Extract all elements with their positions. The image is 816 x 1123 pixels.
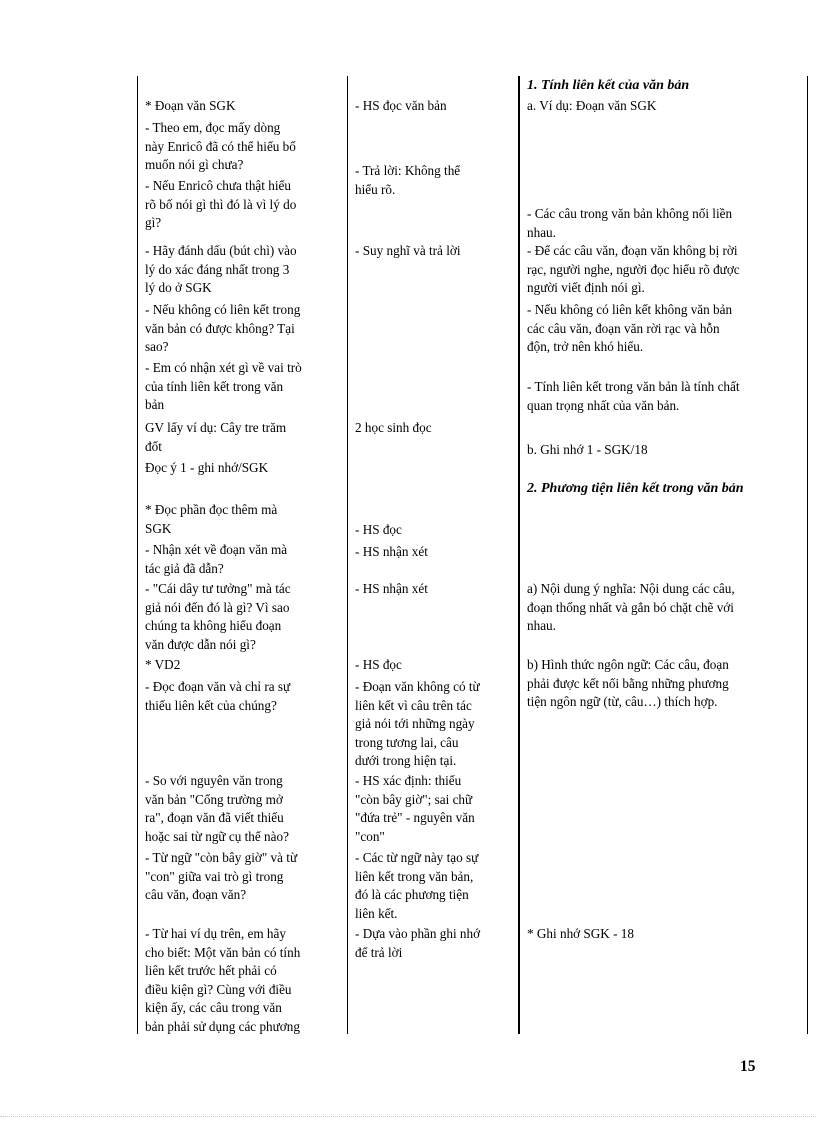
teacher-text: - Đọc đoạn văn và chỉ ra sự thiếu liên kết của chúng? (145, 679, 291, 713)
content-text: - Các câu trong văn bản không nối liền nhau. (527, 206, 733, 240)
section-heading: 2. Phương tiện liên kết trong văn bản (527, 481, 744, 496)
teacher-text: - Theo em, đọc mấy dòng này Enricô đã có thể hiểu bố muốn nói gì chưa? (145, 120, 296, 172)
content-text: * Ghi nhớ SGK - 18 (527, 926, 634, 941)
page-bottom-divider (0, 1116, 816, 1117)
teacher-text: * Đoạn văn SGK (145, 98, 236, 113)
teacher-text: * VD2 (145, 657, 181, 672)
teacher-text: * Đọc phần đọc thêm mà SGK (145, 502, 278, 536)
table-border-col2 (518, 76, 520, 1034)
table-border-right (807, 76, 808, 1034)
student-text: - Các từ ngữ này tạo sự liên kết trong văn bản, đó là các phương tiện liên kết. (355, 850, 479, 921)
student-text: - HS nhận xét (355, 544, 428, 559)
student-text: 2 học sinh đọc (355, 420, 432, 435)
teacher-text: - Nhận xét về đoạn văn mà tác giả đã dẫn? (145, 542, 288, 576)
content-text: - Để các câu văn, đoạn văn không bị rời rạc, người nghe, người đọc hiểu rõ được người viết định nói gì. (527, 243, 740, 295)
teacher-text: - Nếu Enricô chưa thật hiểu rõ bố nói gì thì đó là vì lý do gì? (145, 178, 297, 230)
content-text: a. Ví dụ: Đoạn văn SGK (527, 98, 657, 113)
teacher-text: - Hãy đánh dấu (bút chì) vào lý do xác đáng nhất trong 3 lý do ở SGK (145, 243, 297, 295)
content-text: - Nếu không có liên kết không văn bản các câu văn, đoạn văn rời rạc và hỗn độn, trở nên khó hiểu. (527, 302, 733, 354)
teacher-text: - Em có nhận xét gì về vai trò của tính liên kết trong văn bản (145, 360, 302, 412)
content-text: b. Ghi nhớ 1 - SGK/18 (527, 442, 648, 457)
student-text: - HS đọc (355, 657, 402, 672)
content-text: - Tính liên kết trong văn bản là tính chất quan trọng nhất của văn bản. (527, 379, 740, 413)
teacher-text: GV lấy ví dụ: Cây tre trăm đốt (145, 420, 287, 454)
content-text: b) Hình thức ngôn ngữ: Các câu, đoạn phải được kết nối bằng những phương tiện ngôn ngữ (từ, câu…) thích hợp. (527, 657, 729, 709)
student-text: - HS đọc (355, 522, 402, 537)
student-text: - HS đọc văn bản (355, 98, 447, 113)
page-number: 15 (740, 1058, 756, 1075)
table-border-left (137, 76, 138, 1034)
student-text: - Trả lời: Không thể hiểu rõ. (355, 163, 461, 197)
content-text: a) Nội dung ý nghĩa: Nội dung các câu, đoạn thống nhất và gắn bó chặt chẽ với nhau. (527, 581, 735, 633)
student-text: - Đoạn văn không có từ liên kết vì câu trên tác giả nói tới những ngày trong tương lai, câu dưới trong hiện tại. (355, 679, 480, 768)
teacher-text: - "Cái dây tư tưởng" mà tác giả nói đến đó là gì? Vì sao chúng ta không hiểu đoạn văn được dẫn nói gì? (145, 581, 291, 652)
teacher-text: - Từ ngữ "còn bây giờ" và từ "con" giữa vai trò gì trong câu văn, đoạn văn? (145, 850, 298, 902)
teacher-text: - So với nguyên văn trong văn bản "Cổng trường mở ra", đoạn văn đã viết thiếu hoặc sai từ ngữ cụ thể nào? (145, 773, 289, 844)
student-text: - HS xác định: thiếu "còn bây giờ"; sai chữ "đứa trẻ" - nguyên văn "con" (355, 773, 475, 844)
student-text: - HS nhận xét (355, 581, 428, 596)
section-heading: 1. Tính liên kết của văn bản (527, 78, 690, 93)
teacher-text: - Nếu không có liên kết trong văn bản có được không? Tại sao? (145, 302, 301, 354)
student-text: - Dựa vào phần ghi nhớ để trả lời (355, 926, 481, 960)
teacher-text: Đọc ý 1 - ghi nhớ/SGK (145, 460, 269, 475)
teacher-text: - Từ hai ví dụ trên, em hãy cho biết: Một văn bản có tính liên kết trước hết phải có điều kiện gì? Cùng với điều kiện ấy, các câu trong văn bản phải sử dụng các phương (145, 926, 301, 1034)
table-border-col1 (347, 76, 348, 1034)
student-text: - Suy nghĩ và trả lời (355, 243, 461, 258)
